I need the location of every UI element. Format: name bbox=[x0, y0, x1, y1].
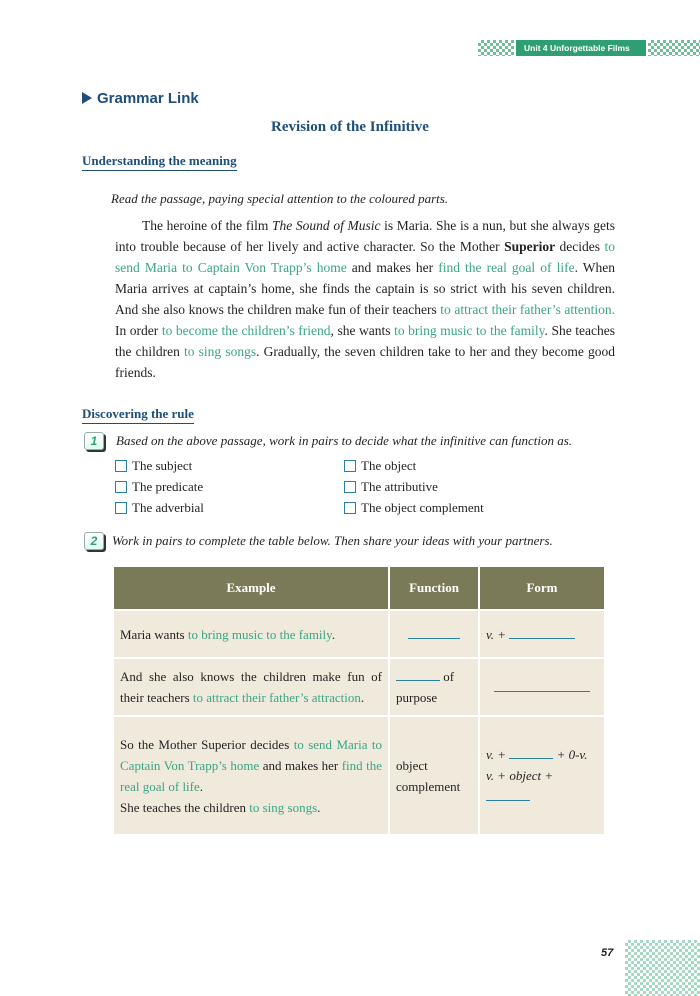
checkbox[interactable] bbox=[115, 502, 127, 514]
header-pattern-left bbox=[478, 40, 514, 56]
header-function: Function bbox=[389, 567, 479, 610]
blank-field[interactable] bbox=[509, 758, 553, 759]
triangle-icon bbox=[82, 92, 92, 104]
header-form: Form bbox=[479, 567, 604, 610]
checkbox[interactable] bbox=[115, 460, 127, 472]
example-cell: And she also knows the children make fun of their teachers to attract their father’s attraction. bbox=[114, 658, 389, 716]
checkbox[interactable] bbox=[115, 481, 127, 493]
table-row bbox=[114, 716, 604, 834]
passage-instruction: Read the passage, paying special attention to the coloured parts. bbox=[111, 191, 449, 206]
example-cell: Maria wants to bring music to the family. bbox=[114, 610, 389, 658]
blank-field[interactable] bbox=[509, 638, 575, 639]
option-adverbial[interactable]: The adverbial bbox=[115, 500, 204, 516]
blank-field[interactable] bbox=[408, 638, 460, 639]
grammar-link-heading: Grammar Link bbox=[82, 90, 199, 107]
task1-instruction: Based on the above passage, work in pairs to decide what the infinitive can function as. bbox=[116, 433, 573, 448]
checkbox[interactable] bbox=[344, 481, 356, 493]
form-cell: v. + + 0-v. v. + object + bbox=[479, 716, 604, 834]
option-object-complement[interactable]: The object complement bbox=[344, 500, 484, 516]
option-object[interactable]: The object bbox=[344, 458, 416, 474]
blank-field[interactable] bbox=[396, 680, 440, 681]
function-cell: object complement bbox=[389, 716, 479, 834]
option-subject[interactable]: The subject bbox=[115, 458, 192, 474]
option-attributive[interactable]: The attributive bbox=[344, 479, 438, 495]
table-row bbox=[114, 658, 604, 716]
unit-header: Unit 4 Unforgettable Films bbox=[516, 40, 646, 56]
blank-field[interactable] bbox=[494, 691, 590, 692]
form-cell bbox=[479, 658, 604, 716]
example-cell: So the Mother Superior decides to send Maria to Captain Von Trapp’s home and makes her find the real goal of life. She teaches the children to sing songs. bbox=[114, 716, 389, 834]
section-understanding: Understanding the meaning bbox=[82, 153, 237, 171]
section-discovering: Discovering the rule bbox=[82, 406, 194, 424]
page-title: Revision of the Infinitive bbox=[271, 119, 429, 135]
page-number: 57 bbox=[601, 947, 614, 959]
task2-instruction: Work in pairs to complete the table below. Then share your ideas with your partners. bbox=[112, 533, 553, 548]
corner-pattern bbox=[625, 940, 700, 996]
task-number-2: 2 bbox=[84, 532, 104, 550]
table-header-row bbox=[114, 567, 604, 610]
infinitive-table bbox=[114, 567, 604, 834]
function-cell bbox=[389, 610, 479, 658]
table-row bbox=[114, 610, 604, 658]
checkbox[interactable] bbox=[344, 502, 356, 514]
blank-field[interactable] bbox=[486, 800, 530, 801]
task-number-1: 1 bbox=[84, 432, 104, 450]
passage-text: The heroine of the film The Sound of Music is Maria. She is a nun, but she always gets into trouble because of her lively and active character. So the Mother Superior decides to send Maria to Captain Von Trapp’s home and makes her find the real goal of life. When Maria arrives at captain’s home, she finds the captain is so strict with his seven children. And she also knows the children make fun of their teachers to attract their father’s attention. In order to become the children’s friend, she wants to bring music to the family. She teaches the children to sing songs. Gradually, the seven children take to her and they become good friends. bbox=[115, 218, 616, 380]
form-cell: v. + bbox=[479, 610, 604, 658]
function-cell: of purpose bbox=[389, 658, 479, 716]
checkbox[interactable] bbox=[344, 460, 356, 472]
option-predicate[interactable]: The predicate bbox=[115, 479, 203, 495]
passage bbox=[115, 215, 615, 383]
header-example: Example bbox=[114, 567, 389, 610]
header-pattern-right bbox=[648, 40, 700, 56]
